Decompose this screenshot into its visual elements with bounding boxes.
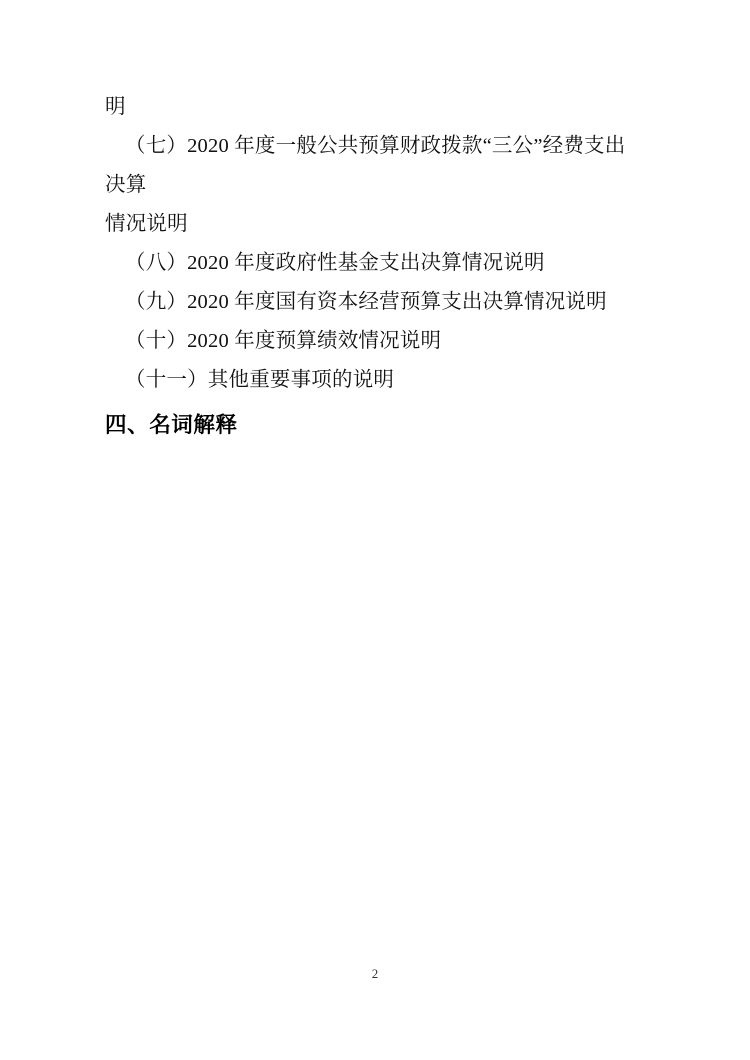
document-body — [105, 88, 645, 445]
text-line-5: （九）2020 年度国有资本经营预算支出决算情况说明 — [125, 291, 607, 313]
page-number: 2 — [371, 966, 379, 981]
text-line-6: （十）2020 年度预算绩效情况说明 — [125, 330, 442, 352]
section-heading: 四、名词解释 — [105, 413, 238, 437]
text-line-3: 情况说明 — [105, 213, 188, 235]
text-line-2: （七）2020 年度一般公共预算财政拨款“三公”经费支出决算 — [105, 135, 626, 196]
text-line-7: （十一）其他重要事项的说明 — [125, 369, 395, 391]
text-line-4: （八）2020 年度政府性基金支出决算情况说明 — [125, 252, 545, 274]
text-line-1: 明 — [105, 96, 126, 118]
